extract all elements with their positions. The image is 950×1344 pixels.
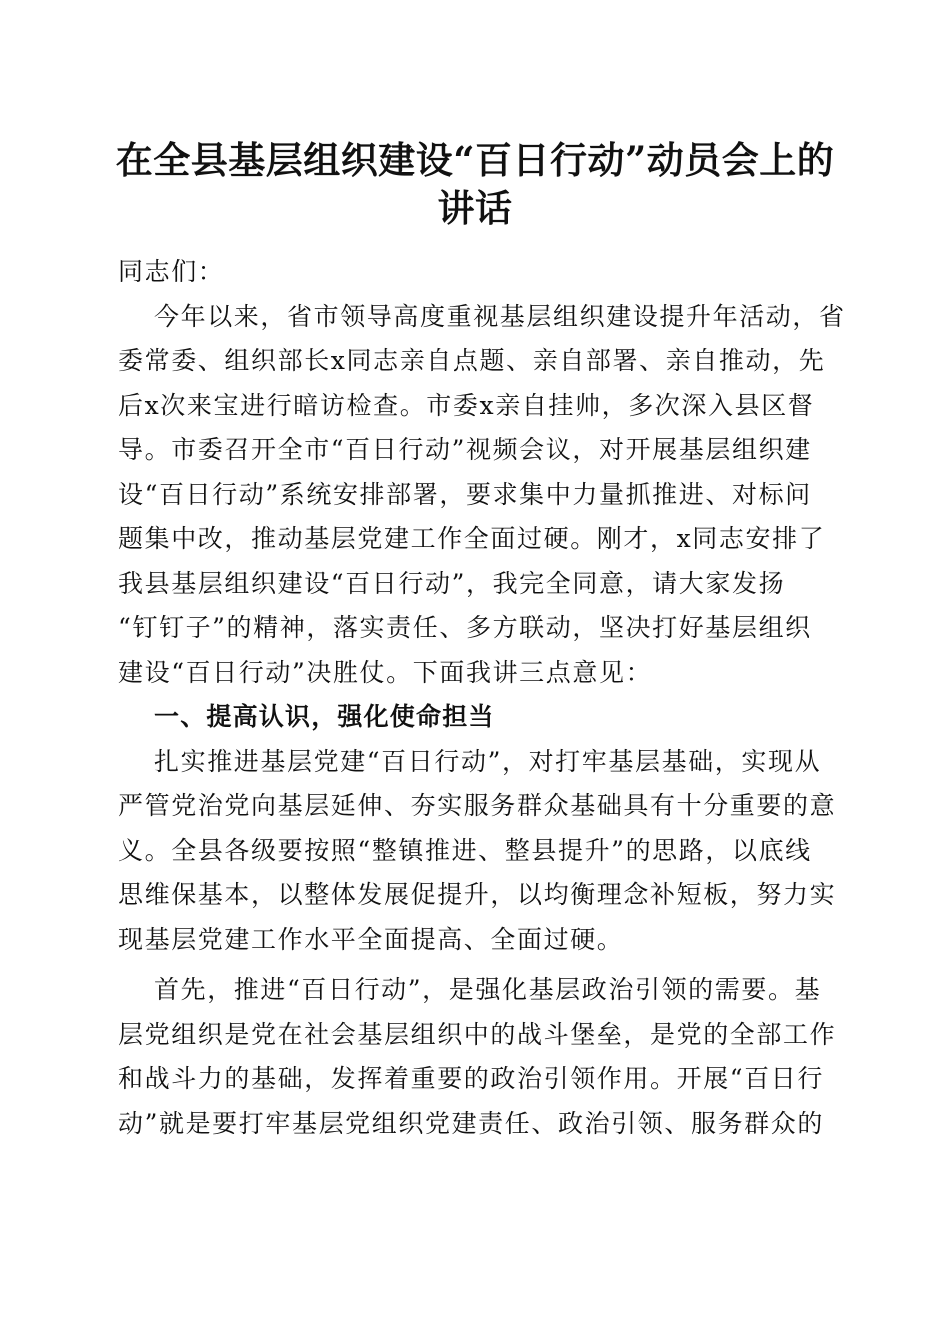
paragraph-line: 首先，推进“百日行动”，是强化基层政治引领的需要。基 <box>154 975 822 1004</box>
paragraph-line: 思维保基本，以整体发展促提升，以均衡理念补短板，努力实 <box>118 880 837 909</box>
paragraph-line: 义。全县各级要按照“整镇推进、整县提升”的思路，以底线 <box>118 835 812 865</box>
document-body <box>118 250 846 1146</box>
paragraph-3 <box>118 968 837 1146</box>
paragraph-line: 层党组织是党在社会基层组织中的战斗堡垒，是党的全部工作 <box>118 1019 837 1049</box>
paragraph-line: 题集中改，推动基层党建工作全面过硬。刚才，x同志安排了 <box>118 524 826 553</box>
paragraph-line: 和战斗力的基础，发挥着重要的政治引领作用。开展“百日行 <box>118 1064 824 1093</box>
paragraph-line: 委常委、组织部长x同志亲自点题、亲自部署、亲自推动，先 <box>118 346 826 375</box>
paragraph-1 <box>118 295 846 696</box>
paragraph-line: 导。市委召开全市“百日行动”视频会议，对开展基层组织建 <box>118 435 812 464</box>
paragraph-line: 现基层党建工作水平全面提高、全面过硬。 <box>118 924 624 954</box>
paragraph-line: “钉钉子”的精神，落实责任、多方联动，坚决打好基层组织 <box>118 613 812 642</box>
paragraph-line: 今年以来，省市领导高度重视基层组织建设提升年活动，省 <box>154 301 846 331</box>
section-heading: 一、提高认识，强化使命担当 <box>154 702 495 731</box>
paragraph-line: 建设“百日行动”决胜仗。下面我讲三点意见： <box>118 657 653 687</box>
title-line: 在全县基层组织建设“百日行动”动员会上的 <box>115 138 835 182</box>
salutation: 同志们： <box>118 257 225 286</box>
paragraph-line: 严管党治党向基层延伸、夯实服务群众基础具有十分重要的意 <box>118 791 837 820</box>
paragraph-line: 后x次来宝进行暗访检查。市委x亲自挂帅，多次深入县区督 <box>118 390 815 420</box>
paragraph-line: 我县基层组织建设“百日行动”，我完全同意，请大家发扬 <box>118 568 786 598</box>
paragraph-line: 设“百日行动”系统安排部署，要求集中力量抓推进、对标问 <box>118 479 812 509</box>
paragraph-line: 动”就是要打牢基层党组织党建责任、政治引领、服务群众的 <box>118 1108 824 1138</box>
title-line: 讲话 <box>437 186 513 230</box>
document-title <box>100 136 850 232</box>
paragraph-2 <box>118 740 837 963</box>
paragraph-line: 扎实推进基层党建“百日行动”，对打牢基层基础，实现从 <box>154 746 822 776</box>
